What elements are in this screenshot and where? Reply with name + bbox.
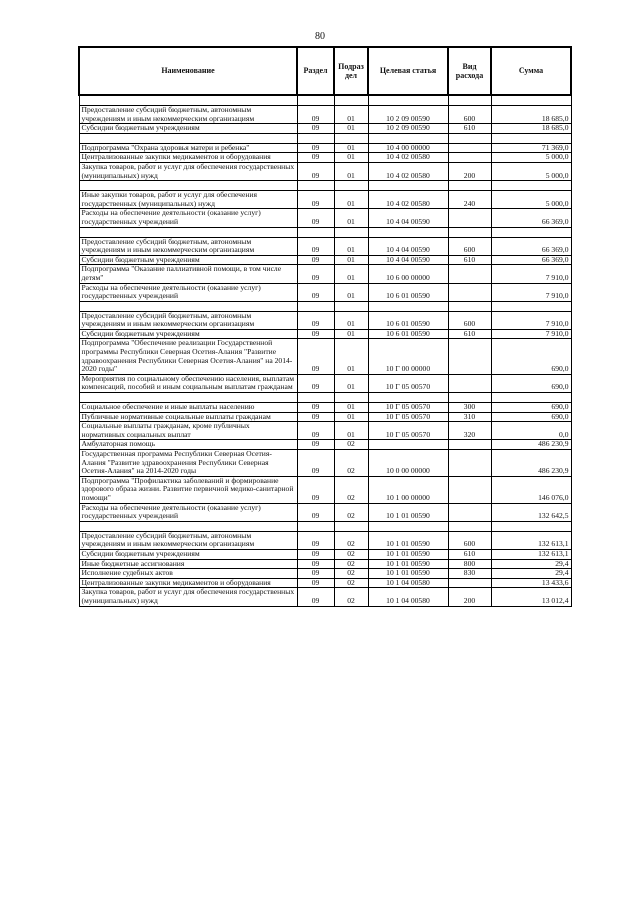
cell-subsection: 02 bbox=[334, 476, 368, 503]
cell-type: 800 bbox=[448, 559, 491, 569]
cell-target: 10 6 01 00590 bbox=[368, 329, 448, 339]
spacer-cell bbox=[448, 393, 491, 403]
cell-type bbox=[448, 209, 491, 227]
cell-type: 300 bbox=[448, 403, 491, 413]
cell-section: 09 bbox=[297, 412, 334, 422]
cell-name: Субсидии бюджетным учреждениям bbox=[79, 549, 297, 559]
cell-target: 10 Г 00 00000 bbox=[368, 339, 448, 374]
cell-subsection: 01 bbox=[334, 143, 368, 153]
cell-type bbox=[448, 283, 491, 301]
spacer-cell bbox=[368, 521, 448, 531]
cell-subsection: 02 bbox=[334, 569, 368, 579]
cell-amount: 29,4 bbox=[491, 569, 571, 579]
cell-amount: 486 230,9 bbox=[491, 450, 571, 477]
cell-subsection: 01 bbox=[334, 329, 368, 339]
cell-subsection: 01 bbox=[334, 237, 368, 255]
cell-section: 09 bbox=[297, 588, 334, 606]
cell-amount: 13 433,6 bbox=[491, 578, 571, 588]
cell-section: 09 bbox=[297, 237, 334, 255]
spacer-cell bbox=[448, 301, 491, 311]
budget-table bbox=[78, 46, 572, 607]
spacer-cell bbox=[334, 133, 368, 143]
page-number: 80 bbox=[315, 31, 325, 42]
cell-section: 09 bbox=[297, 191, 334, 209]
cell-name: Амбулаторная помощь bbox=[79, 440, 297, 450]
cell-name: Централизованные закупки медикаментов и оборудования bbox=[79, 153, 297, 163]
cell-section: 09 bbox=[297, 450, 334, 477]
cell-subsection: 02 bbox=[334, 440, 368, 450]
spacer-cell bbox=[448, 181, 491, 191]
cell-type bbox=[448, 374, 491, 392]
cell-name: Субсидии бюджетным учреждениям bbox=[79, 329, 297, 339]
cell-amount: 5 000,0 bbox=[491, 153, 571, 163]
cell-amount: 690,0 bbox=[491, 403, 571, 413]
table-row bbox=[79, 403, 571, 413]
cell-target: 10 4 04 00590 bbox=[368, 209, 448, 227]
cell-section: 09 bbox=[297, 569, 334, 579]
cell-type: 600 bbox=[448, 106, 491, 124]
cell-type: 610 bbox=[448, 549, 491, 559]
cell-type bbox=[448, 265, 491, 283]
header-section: Раздел bbox=[297, 47, 334, 95]
cell-section: 09 bbox=[297, 329, 334, 339]
cell-amount: 7 910,0 bbox=[491, 283, 571, 301]
spacer-cell bbox=[448, 133, 491, 143]
spacer-cell bbox=[79, 181, 297, 191]
cell-subsection: 01 bbox=[334, 422, 368, 440]
cell-section: 09 bbox=[297, 503, 334, 521]
spacer-cell bbox=[368, 301, 448, 311]
cell-section: 09 bbox=[297, 374, 334, 392]
cell-target: 10 1 01 00590 bbox=[368, 503, 448, 521]
spacer-cell bbox=[297, 227, 334, 237]
table-row bbox=[79, 503, 571, 521]
spacer-row bbox=[79, 521, 571, 531]
cell-subsection: 02 bbox=[334, 503, 368, 521]
spacer-cell bbox=[297, 393, 334, 403]
cell-amount: 13 012,4 bbox=[491, 588, 571, 606]
cell-type: 610 bbox=[448, 329, 491, 339]
cell-name: Публичные нормативные социальные выплаты гражданам bbox=[79, 412, 297, 422]
cell-section: 09 bbox=[297, 153, 334, 163]
table-row bbox=[79, 450, 571, 477]
table-row bbox=[79, 549, 571, 559]
header-subsection: Подраз дел bbox=[334, 47, 368, 95]
table-row bbox=[79, 162, 571, 180]
cell-target: 10 4 04 00590 bbox=[368, 255, 448, 265]
cell-type bbox=[448, 339, 491, 374]
cell-section: 09 bbox=[297, 578, 334, 588]
cell-amount: 18 685,0 bbox=[491, 106, 571, 124]
cell-section: 09 bbox=[297, 311, 334, 329]
cell-section: 09 bbox=[297, 403, 334, 413]
spacer-cell bbox=[491, 393, 571, 403]
cell-type bbox=[448, 503, 491, 521]
spacer-cell bbox=[297, 181, 334, 191]
cell-type bbox=[448, 476, 491, 503]
cell-section: 09 bbox=[297, 549, 334, 559]
cell-amount: 486 230,9 bbox=[491, 440, 571, 450]
spacer-cell bbox=[334, 181, 368, 191]
cell-target: 10 4 02 00580 bbox=[368, 191, 448, 209]
spacer-cell bbox=[334, 393, 368, 403]
cell-target: 10 2 09 00590 bbox=[368, 106, 448, 124]
cell-target: 10 Г 05 00570 bbox=[368, 403, 448, 413]
cell-type: 600 bbox=[448, 311, 491, 329]
cell-name: Мероприятия по социальному обеспечению населения, выплатам компенсаций, пособий и иным социальным выплатам гражданам bbox=[79, 374, 297, 392]
table-row bbox=[79, 265, 571, 283]
cell-section: 09 bbox=[297, 143, 334, 153]
cell-name: Подпрограмма "Обеспечение реализации Государственной программы Республики Северная Осетия-Алания "Развитие здравоохранения Республики Северная Осетия-Алания" на 2014-2020 годы" bbox=[79, 339, 297, 374]
cell-target: 10 4 02 00580 bbox=[368, 162, 448, 180]
cell-section: 09 bbox=[297, 106, 334, 124]
spacer-row bbox=[79, 95, 571, 106]
spacer-cell bbox=[334, 227, 368, 237]
cell-target: 10 1 01 00590 bbox=[368, 531, 448, 549]
table-row bbox=[79, 191, 571, 209]
spacer-cell bbox=[368, 133, 448, 143]
cell-type: 320 bbox=[448, 422, 491, 440]
cell-type: 610 bbox=[448, 255, 491, 265]
cell-target: 10 1 00 00000 bbox=[368, 476, 448, 503]
spacer-cell bbox=[368, 181, 448, 191]
cell-amount: 7 910,0 bbox=[491, 329, 571, 339]
cell-subsection: 01 bbox=[334, 403, 368, 413]
cell-type: 200 bbox=[448, 162, 491, 180]
table-row bbox=[79, 476, 571, 503]
spacer-cell bbox=[79, 133, 297, 143]
spacer-cell bbox=[448, 227, 491, 237]
cell-name: Социальное обеспечение и иные выплаты населению bbox=[79, 403, 297, 413]
cell-amount: 7 910,0 bbox=[491, 265, 571, 283]
cell-amount: 132 642,5 bbox=[491, 503, 571, 521]
cell-target: 10 4 02 00580 bbox=[368, 153, 448, 163]
cell-name: Иные закупки товаров, работ и услуг для обеспечения государственных (муниципальных) нужд bbox=[79, 191, 297, 209]
cell-target: 10 1 01 00590 bbox=[368, 549, 448, 559]
cell-section: 09 bbox=[297, 422, 334, 440]
spacer-cell bbox=[448, 95, 491, 106]
cell-name: Социальные выплаты гражданам, кроме публичных нормативных социальных выплат bbox=[79, 422, 297, 440]
table-row bbox=[79, 124, 571, 134]
cell-section: 09 bbox=[297, 209, 334, 227]
spacer-row bbox=[79, 301, 571, 311]
spacer-cell bbox=[334, 521, 368, 531]
cell-name: Подпрограмма "Оказание паллиативной помощи, в том числе детям" bbox=[79, 265, 297, 283]
cell-target: 10 6 01 00590 bbox=[368, 311, 448, 329]
cell-target: 10 6 01 00590 bbox=[368, 283, 448, 301]
cell-subsection: 01 bbox=[334, 412, 368, 422]
spacer-cell bbox=[297, 521, 334, 531]
header-name: Наименование bbox=[79, 47, 297, 95]
cell-section: 09 bbox=[297, 339, 334, 374]
cell-target: 10 1 01 00590 bbox=[368, 559, 448, 569]
table-row bbox=[79, 588, 571, 606]
cell-subsection: 02 bbox=[334, 531, 368, 549]
spacer-cell bbox=[368, 227, 448, 237]
cell-target: 10 4 04 00590 bbox=[368, 237, 448, 255]
cell-name: Субсидии бюджетным учреждениям bbox=[79, 255, 297, 265]
cell-section: 09 bbox=[297, 476, 334, 503]
spacer-row bbox=[79, 133, 571, 143]
cell-amount: 0,0 bbox=[491, 422, 571, 440]
cell-subsection: 02 bbox=[334, 588, 368, 606]
cell-type: 240 bbox=[448, 191, 491, 209]
table-row bbox=[79, 422, 571, 440]
cell-target: 10 1 01 00590 bbox=[368, 569, 448, 579]
table-row bbox=[79, 311, 571, 329]
cell-name: Предоставление субсидий бюджетным, автономным учреждениям и иным некоммерческим организациям bbox=[79, 531, 297, 549]
spacer-row bbox=[79, 393, 571, 403]
header-amount: Сумма bbox=[491, 47, 571, 95]
spacer-cell bbox=[491, 521, 571, 531]
cell-target: 10 1 04 00580 bbox=[368, 588, 448, 606]
spacer-cell bbox=[491, 227, 571, 237]
spacer-cell bbox=[297, 95, 334, 106]
cell-type: 830 bbox=[448, 569, 491, 579]
spacer-cell bbox=[334, 301, 368, 311]
spacer-cell bbox=[448, 521, 491, 531]
cell-section: 09 bbox=[297, 283, 334, 301]
cell-subsection: 01 bbox=[334, 374, 368, 392]
cell-target: 10 Г 05 00570 bbox=[368, 374, 448, 392]
table-row bbox=[79, 237, 571, 255]
cell-subsection: 02 bbox=[334, 450, 368, 477]
cell-subsection: 01 bbox=[334, 191, 368, 209]
spacer-cell bbox=[79, 95, 297, 106]
cell-subsection: 01 bbox=[334, 106, 368, 124]
cell-target: 10 6 00 00000 bbox=[368, 265, 448, 283]
cell-name: Централизованные закупки медикаментов и оборудования bbox=[79, 578, 297, 588]
cell-target: 10 4 00 00000 bbox=[368, 143, 448, 153]
cell-section: 09 bbox=[297, 440, 334, 450]
cell-name: Закупка товаров, работ и услуг для обеспечения государственных (муниципальных) нужд bbox=[79, 162, 297, 180]
cell-amount: 690,0 bbox=[491, 339, 571, 374]
table-row bbox=[79, 339, 571, 374]
cell-name: Предоставление субсидий бюджетным, автономным учреждениям и иным некоммерческим организациям bbox=[79, 237, 297, 255]
cell-type: 600 bbox=[448, 237, 491, 255]
cell-section: 09 bbox=[297, 531, 334, 549]
cell-amount: 29,4 bbox=[491, 559, 571, 569]
cell-name: Государственная программа Республики Северная Осетия-Алания "Развитие здравоохранения Республики Северная Осетия-Алания" на 2014-2020 годы bbox=[79, 450, 297, 477]
cell-subsection: 01 bbox=[334, 153, 368, 163]
spacer-cell bbox=[79, 301, 297, 311]
cell-name: Расходы на обеспечение деятельности (оказание услуг) государственных учреждений bbox=[79, 503, 297, 521]
cell-type bbox=[448, 143, 491, 153]
cell-amount: 146 076,0 bbox=[491, 476, 571, 503]
cell-name: Предоставление субсидий бюджетным, автономным учреждениям и иным некоммерческим организациям bbox=[79, 106, 297, 124]
spacer-cell bbox=[491, 95, 571, 106]
cell-amount: 5 000,0 bbox=[491, 191, 571, 209]
cell-name: Подпрограмма "Охрана здоровья матери и ребенка" bbox=[79, 143, 297, 153]
table-header-row bbox=[79, 47, 571, 95]
cell-section: 09 bbox=[297, 124, 334, 134]
cell-type bbox=[448, 578, 491, 588]
cell-amount: 71 369,0 bbox=[491, 143, 571, 153]
cell-amount: 66 369,0 bbox=[491, 255, 571, 265]
cell-subsection: 02 bbox=[334, 549, 368, 559]
cell-name: Субсидии бюджетным учреждениям bbox=[79, 124, 297, 134]
cell-type bbox=[448, 450, 491, 477]
cell-amount: 66 369,0 bbox=[491, 237, 571, 255]
cell-subsection: 01 bbox=[334, 311, 368, 329]
cell-subsection: 01 bbox=[334, 209, 368, 227]
cell-subsection: 01 bbox=[334, 162, 368, 180]
cell-target bbox=[368, 440, 448, 450]
cell-amount: 18 685,0 bbox=[491, 124, 571, 134]
table-row bbox=[79, 374, 571, 392]
cell-type: 600 bbox=[448, 531, 491, 549]
cell-amount: 690,0 bbox=[491, 374, 571, 392]
cell-name: Иные бюджетные ассигнования bbox=[79, 559, 297, 569]
cell-type bbox=[448, 440, 491, 450]
spacer-cell bbox=[491, 181, 571, 191]
spacer-cell bbox=[297, 133, 334, 143]
cell-amount: 5 000,0 bbox=[491, 162, 571, 180]
cell-amount: 7 910,0 bbox=[491, 311, 571, 329]
table-row bbox=[79, 209, 571, 227]
cell-name: Закупка товаров, работ и услуг для обеспечения государственных (муниципальных) нужд bbox=[79, 588, 297, 606]
table-row bbox=[79, 106, 571, 124]
spacer-cell bbox=[79, 393, 297, 403]
cell-amount: 132 613,1 bbox=[491, 549, 571, 559]
cell-subsection: 01 bbox=[334, 255, 368, 265]
cell-target: 10 1 04 00580 bbox=[368, 578, 448, 588]
table-row bbox=[79, 569, 571, 579]
spacer-cell bbox=[79, 227, 297, 237]
cell-subsection: 01 bbox=[334, 283, 368, 301]
header-target: Целевая статья bbox=[368, 47, 448, 95]
cell-amount: 132 613,1 bbox=[491, 531, 571, 549]
spacer-cell bbox=[368, 95, 448, 106]
cell-section: 09 bbox=[297, 559, 334, 569]
table-row bbox=[79, 283, 571, 301]
cell-target: 10 Г 05 00570 bbox=[368, 422, 448, 440]
cell-type: 610 bbox=[448, 124, 491, 134]
cell-target: 10 Г 05 00570 bbox=[368, 412, 448, 422]
cell-name: Исполнение судебных актов bbox=[79, 569, 297, 579]
cell-subsection: 02 bbox=[334, 578, 368, 588]
cell-amount: 66 369,0 bbox=[491, 209, 571, 227]
cell-subsection: 02 bbox=[334, 559, 368, 569]
cell-target: 10 2 09 00590 bbox=[368, 124, 448, 134]
table-body bbox=[79, 95, 571, 606]
table-row bbox=[79, 531, 571, 549]
cell-section: 09 bbox=[297, 255, 334, 265]
spacer-row bbox=[79, 181, 571, 191]
cell-section: 09 bbox=[297, 265, 334, 283]
cell-type bbox=[448, 153, 491, 163]
cell-subsection: 01 bbox=[334, 124, 368, 134]
cell-name: Предоставление субсидий бюджетным, автономным учреждениям и иным некоммерческим организациям bbox=[79, 311, 297, 329]
spacer-cell bbox=[297, 301, 334, 311]
spacer-cell bbox=[368, 393, 448, 403]
cell-type: 310 bbox=[448, 412, 491, 422]
spacer-row bbox=[79, 227, 571, 237]
cell-amount: 690,0 bbox=[491, 412, 571, 422]
cell-target: 10 0 00 00000 bbox=[368, 450, 448, 477]
spacer-cell bbox=[491, 301, 571, 311]
cell-name: Подпрограмма "Профилактика заболеваний и формирование здорового образа жизни. Развитие первичной медико-санитарной помощи" bbox=[79, 476, 297, 503]
header-type: Вид расхода bbox=[448, 47, 491, 95]
cell-subsection: 01 bbox=[334, 339, 368, 374]
cell-name: Расходы на обеспечение деятельности (оказание услуг) государственных учреждений bbox=[79, 283, 297, 301]
cell-section: 09 bbox=[297, 162, 334, 180]
cell-subsection: 01 bbox=[334, 265, 368, 283]
spacer-cell bbox=[334, 95, 368, 106]
spacer-cell bbox=[79, 521, 297, 531]
spacer-cell bbox=[491, 133, 571, 143]
cell-name: Расходы на обеспечение деятельности (оказание услуг) государственных учреждений bbox=[79, 209, 297, 227]
cell-type: 200 bbox=[448, 588, 491, 606]
